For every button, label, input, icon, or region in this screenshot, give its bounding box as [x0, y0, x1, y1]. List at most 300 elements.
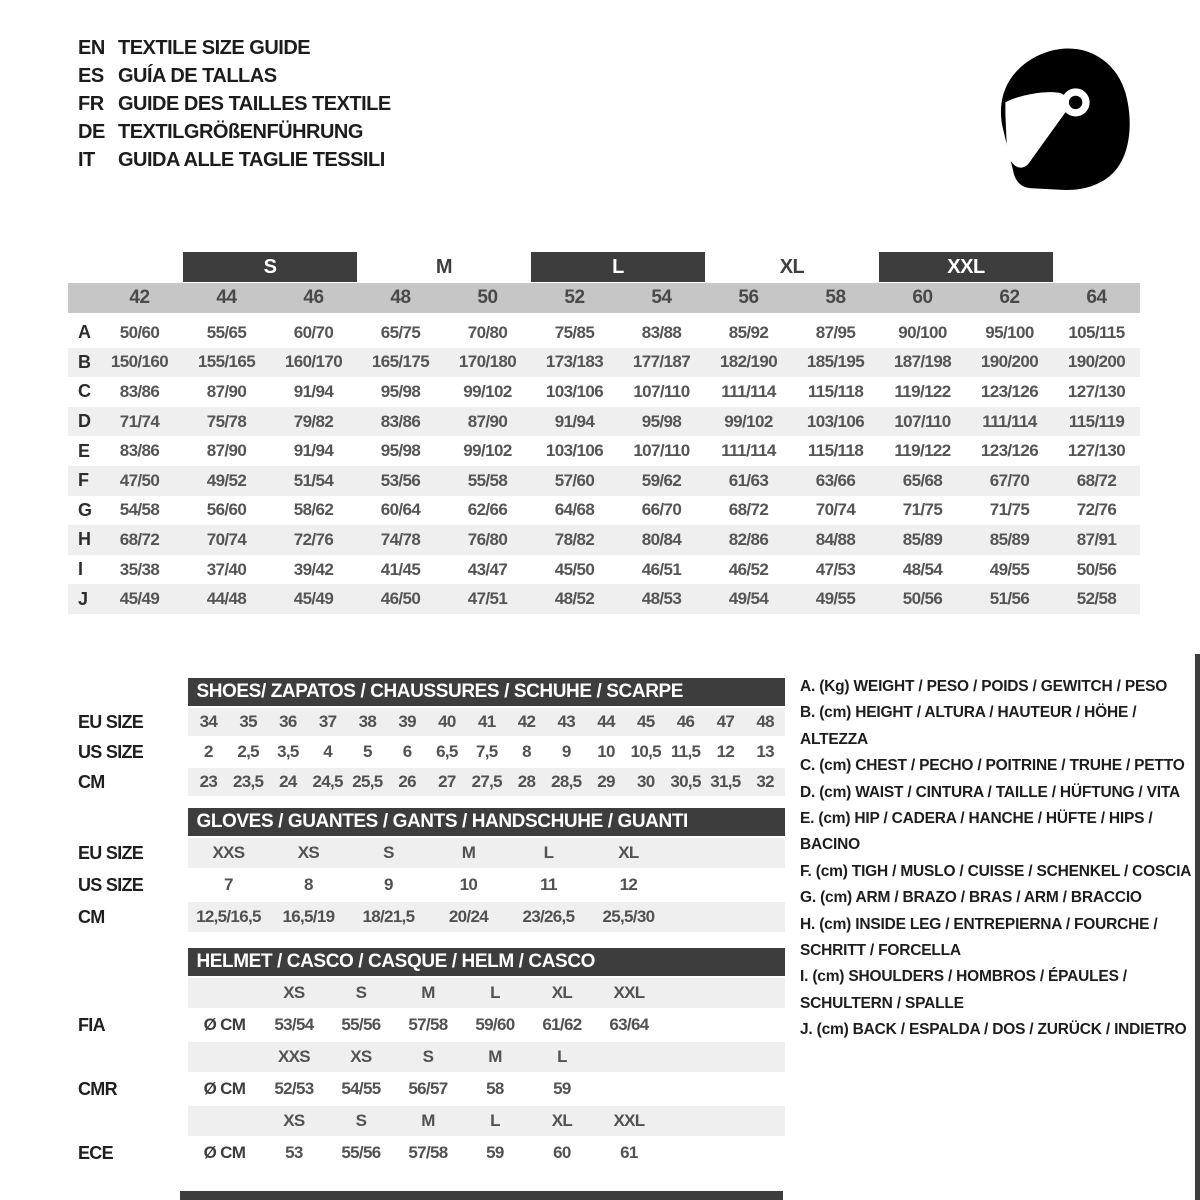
- gloves-cell: 11: [540, 875, 557, 894]
- measurement-cell: 65/68: [902, 470, 943, 490]
- measurement-cell: 50/60: [119, 322, 160, 342]
- size-header-cell: 64: [1086, 287, 1107, 308]
- legend-item: G. (cm) ARM / BRAZO / BRAS / ARM / BRACCIO: [800, 889, 1142, 907]
- shoes-cell: 37: [318, 712, 337, 731]
- row-label: B: [78, 351, 91, 372]
- shoes-row-label: EU SIZE: [78, 711, 144, 732]
- shoes-cell: 6,5: [436, 742, 458, 761]
- measurement-cell: 111/114: [721, 441, 776, 461]
- measurement-cell: 71/75: [902, 500, 943, 520]
- helmet-size-cell: L: [490, 1111, 500, 1130]
- measurement-cell: 72/76: [1076, 500, 1117, 520]
- shoes-cell: 32: [756, 772, 774, 791]
- helmet-value-cell: 61: [620, 1143, 638, 1162]
- measurement-cell: 127/130: [1067, 441, 1126, 461]
- measurement-cell: 119/122: [894, 441, 951, 461]
- measurement-cell: 52/58: [1076, 589, 1117, 609]
- helmet-value-cell: 57/58: [408, 1015, 448, 1034]
- shoes-cell: 48: [756, 712, 774, 731]
- helmet-value-cell: [595, 1074, 662, 1104]
- language-code: IT: [78, 148, 95, 171]
- gloves-cell: 16,5/19: [282, 907, 335, 926]
- measurement-cell: 79/82: [293, 411, 334, 431]
- measurement-row: [68, 348, 1140, 378]
- measurement-cell: 45/49: [293, 589, 334, 609]
- row-label: C: [78, 381, 91, 402]
- helmet-size-cell: [595, 1042, 662, 1072]
- measurement-cell: 49/54: [728, 589, 769, 609]
- measurement-cell: 83/86: [380, 411, 421, 431]
- measurement-cell: 66/70: [641, 500, 682, 520]
- helmet-value-cell: 55/56: [341, 1143, 381, 1162]
- shoes-cell: 46: [676, 712, 695, 731]
- shoes-cell: 27,5: [471, 772, 502, 791]
- measurement-cell: 62/66: [467, 500, 508, 520]
- measurement-cell: 165/175: [371, 352, 430, 372]
- measurement-cell: 76/80: [467, 529, 508, 549]
- helmet-value-cell: 54/55: [341, 1079, 381, 1098]
- helmet-size-cell: M: [421, 983, 435, 1002]
- measurement-cell: 91/94: [293, 441, 334, 461]
- measurement-cell: 49/55: [989, 559, 1030, 579]
- measurement-cell: 173/183: [545, 352, 604, 372]
- measurement-cell: 59/62: [641, 470, 682, 490]
- helmet-value-cell: 59/60: [475, 1015, 515, 1034]
- shoes-cell: 30,5: [670, 772, 701, 791]
- size-header-cell: 52: [564, 287, 585, 308]
- measurement-cell: 57/60: [554, 470, 595, 490]
- measurement-cell: 68/72: [728, 500, 769, 520]
- size-header-cell: 62: [999, 287, 1020, 308]
- legend-item: C. (cm) CHEST / PECHO / POITRINE / TRUHE / PETTO: [800, 757, 1185, 775]
- shoes-cell: 3,5: [277, 742, 299, 761]
- helmet-value-cell: 60: [553, 1143, 571, 1162]
- racing-helmet-icon: [982, 40, 1138, 196]
- measurement-cell: 68/72: [1076, 470, 1117, 490]
- size-header-cell: 56: [738, 287, 759, 308]
- shoes-cell: 24: [279, 772, 297, 791]
- measurement-cell: 105/115: [1068, 322, 1125, 342]
- gloves-cell: XL: [618, 843, 639, 862]
- measurement-cell: 44/48: [206, 589, 247, 609]
- helmet-size-cell: XXL: [613, 1111, 645, 1130]
- size-header-cell: 42: [129, 287, 150, 308]
- shoes-cell: 41: [477, 712, 496, 731]
- diameter-unit-label: Ø CM: [203, 1015, 246, 1034]
- measurement-cell: 123/126: [980, 381, 1039, 401]
- shoes-row-label: CM: [78, 771, 105, 792]
- shoes-cell: 9: [561, 742, 571, 761]
- helmet-size-cell: S: [355, 1111, 367, 1130]
- measurement-cell: 45/49: [119, 589, 160, 609]
- measurement-cell: 85/89: [989, 529, 1030, 549]
- helmet-sizes-row: [68, 1106, 785, 1136]
- measurement-cell: 37/40: [206, 559, 247, 579]
- measurement-cell: 99/102: [463, 381, 512, 401]
- diameter-unit-label: Ø CM: [203, 1143, 246, 1162]
- measurement-cell: 99/102: [724, 411, 773, 431]
- measurement-cell: 46/52: [728, 559, 769, 579]
- measurement-cell: 90/100: [898, 322, 947, 342]
- shoes-cell: 30: [637, 772, 655, 791]
- measurement-cell: 82/86: [728, 529, 769, 549]
- helmet-size-cell: L: [490, 983, 500, 1002]
- measurement-cell: 65/75: [380, 322, 421, 342]
- shoes-cell: 34: [199, 712, 218, 731]
- size-group-xxl: XXL: [879, 252, 1053, 282]
- gloves-cell: M: [461, 843, 476, 862]
- helmet-size-cell: L: [557, 1047, 567, 1066]
- measurement-cell: 48/53: [641, 589, 682, 609]
- shoes-cell: 27: [438, 772, 456, 791]
- size-group-xl: XL: [779, 255, 805, 278]
- shoes-cell: 47: [716, 712, 735, 731]
- legend-item: B. (cm) HEIGHT / ALTURA / HAUTEUR / HÖHE / ALTEZZA: [800, 704, 1137, 748]
- language-code: ES: [78, 64, 104, 87]
- helmet-value-cell: 63/64: [609, 1015, 649, 1034]
- gloves-cell: 7: [224, 875, 233, 894]
- measurement-row: [68, 584, 1140, 614]
- measurement-cell: 70/80: [467, 322, 508, 342]
- measurement-cell: 43/47: [467, 559, 508, 579]
- size-header-cell: 58: [825, 287, 846, 308]
- measurement-row: [68, 407, 1140, 437]
- shoes-cell: 26: [398, 772, 416, 791]
- measurement-cell: 91/94: [554, 411, 595, 431]
- measurement-cell: 70/74: [206, 529, 247, 549]
- helmet-value-cell: 53: [285, 1143, 303, 1162]
- gloves-section: [68, 808, 785, 932]
- language-code: DE: [78, 120, 105, 143]
- legend-item: F. (cm) TIGH / MUSLO / CUISSE / SCHENKEL / COSCIA: [800, 862, 1192, 880]
- helmet-size-cell: XL: [551, 983, 573, 1002]
- legend-item: I. (cm) SHOULDERS / HOMBROS / ÉPAULES / SCHULTERN / SPALLE: [800, 968, 1127, 1012]
- helmet-size-cell: XS: [283, 983, 305, 1002]
- gloves-cell: 18/21,5: [362, 907, 415, 926]
- measurement-cell: 75/78: [206, 411, 247, 431]
- helmet-section: [68, 948, 785, 1168]
- guide-title: GUIDA ALLE TAGLIE TESSILI: [118, 148, 385, 171]
- gloves-row-label: EU SIZE: [78, 842, 144, 863]
- shoes-cell: 42: [517, 712, 536, 731]
- measurement-cell: 67/70: [989, 470, 1030, 490]
- size-group-header-row: [68, 252, 1140, 282]
- measurement-cell: 56/60: [206, 500, 247, 520]
- size-header-cell: 48: [390, 287, 411, 308]
- gloves-cell: 12,5/16,5: [196, 907, 261, 926]
- textile-size-table: [68, 252, 1140, 614]
- numeric-size-row: [68, 283, 1140, 313]
- row-label: D: [78, 411, 91, 432]
- measurement-cell: 84/88: [815, 529, 856, 549]
- gloves-cell: 23/26,5: [522, 907, 575, 926]
- helmet-values-row: [68, 1010, 785, 1040]
- measurement-cell: 185/195: [806, 352, 865, 372]
- gloves-row-label: CM: [78, 906, 105, 927]
- measurement-cell: 41/45: [380, 559, 421, 579]
- measurement-cell: 64/68: [554, 500, 595, 520]
- row-label: I: [78, 559, 84, 580]
- size-header-cell: 44: [216, 287, 237, 308]
- guide-title: GUÍA DE TALLAS: [118, 64, 277, 87]
- gloves-cell: 12: [619, 875, 638, 894]
- measurement-row: [68, 466, 1140, 496]
- measurement-cell: 103/106: [545, 381, 604, 401]
- measurement-cell: 177/187: [632, 352, 691, 372]
- helmet-sizes-row: [68, 1042, 785, 1072]
- measurement-cell: 95/98: [380, 441, 421, 461]
- shoes-row: [68, 708, 785, 736]
- helmet-size-cell: XXL: [613, 983, 645, 1002]
- helmet-size-cell: M: [421, 1111, 435, 1130]
- measurement-row: [68, 555, 1140, 585]
- measurement-cell: 50/56: [1076, 559, 1117, 579]
- measurement-cell: 87/95: [815, 322, 856, 342]
- measurement-cell: 55/65: [206, 322, 247, 342]
- gloves-cell: L: [543, 843, 554, 862]
- language-row: [78, 118, 391, 146]
- shoes-cell: 23,5: [232, 772, 264, 791]
- language-row: [78, 90, 391, 118]
- shoes-section: [68, 678, 785, 796]
- row-label: H: [78, 529, 91, 550]
- shoes-cell: 28: [517, 772, 536, 791]
- legend-item: D. (cm) WAIST / CINTURA / TAILLE / HÜFTUNG / VITA: [800, 783, 1180, 801]
- helmet-values-row: [68, 1138, 785, 1168]
- measurement-cell: 107/110: [894, 411, 951, 431]
- measurement-cell: 74/78: [380, 529, 421, 549]
- gloves-cell: 25,5/30: [602, 907, 655, 926]
- row-label: F: [78, 470, 89, 491]
- shoes-cell: 5: [363, 742, 372, 761]
- helmet-size-cell: XS: [350, 1047, 372, 1066]
- measurement-cell: 54/58: [119, 500, 160, 520]
- measurement-cell: 35/38: [119, 559, 160, 579]
- measurement-cell: 107/110: [633, 441, 690, 461]
- measurement-row: [68, 436, 1140, 466]
- shoes-row-label: US SIZE: [78, 741, 144, 762]
- measurement-cell: 87/90: [206, 381, 247, 401]
- shoes-cell: 44: [597, 712, 615, 731]
- helmet-value-cell: 59: [553, 1079, 571, 1098]
- size-header-cell: 60: [912, 287, 933, 308]
- measurement-cell: 95/98: [380, 381, 421, 401]
- legend-item: E. (cm) HIP / CADERA / HANCHE / HÜFTE / HIPS / BACINO: [800, 810, 1153, 854]
- measurement-cell: 58/62: [293, 500, 334, 520]
- measurement-row: [68, 318, 1140, 348]
- measurement-cell: 85/92: [728, 322, 769, 342]
- helmet-value-cell: 59: [486, 1143, 504, 1162]
- helmet-standard-label: FIA: [78, 1014, 105, 1035]
- measurement-cell: 83/86: [119, 441, 160, 461]
- measurement-cell: 46/50: [380, 589, 421, 609]
- measurement-cell: 61/63: [728, 470, 769, 490]
- measurement-cell: 115/119: [1068, 411, 1125, 431]
- shoes-cell: 10,5: [630, 742, 661, 761]
- measurement-cell: 103/106: [806, 411, 865, 431]
- row-label: E: [78, 440, 91, 461]
- measurement-cell: 70/74: [815, 500, 856, 520]
- measurement-cell: 47/51: [467, 589, 508, 609]
- measurement-cell: 68/72: [119, 529, 160, 549]
- measurement-cell: 123/126: [980, 441, 1039, 461]
- measurement-cell: 99/102: [463, 441, 512, 461]
- measurement-cell: 115/118: [807, 381, 864, 401]
- measurement-cell: 87/90: [467, 411, 508, 431]
- legend-item: J. (cm) BACK / ESPALDA / DOS / ZURÜCK / INDIETRO: [800, 1021, 1187, 1039]
- helmet-sizes-row: [68, 978, 785, 1008]
- measurement-cell: 111/114: [982, 411, 1037, 431]
- shoes-cell: 45: [637, 712, 655, 731]
- gloves-cell: 9: [384, 875, 393, 894]
- shoes-cell: 2,5: [237, 742, 259, 761]
- shoes-cell: 39: [398, 712, 416, 731]
- measurement-cell: 85/89: [902, 529, 943, 549]
- gloves-row-label: US SIZE: [78, 874, 144, 895]
- size-header-cell: 46: [303, 287, 324, 308]
- shoes-cell: 2: [203, 742, 213, 761]
- measurement-cell: 47/53: [815, 559, 856, 579]
- helmet-value-cell: 52/53: [274, 1079, 314, 1098]
- measurement-cell: 87/90: [206, 441, 247, 461]
- shoes-cell: 29: [597, 772, 615, 791]
- gloves-cell: XS: [297, 843, 320, 862]
- measurement-cell: 50/56: [902, 589, 943, 609]
- gloves-row: [68, 902, 785, 932]
- measurement-cell: 63/66: [815, 470, 856, 490]
- measurement-cell: 190/200: [1067, 352, 1126, 372]
- measurement-cell: 160/170: [284, 352, 343, 372]
- guide-title: TEXTILGRÖßENFÜHRUNG: [118, 120, 363, 143]
- shoes-cell: 43: [557, 712, 575, 731]
- measurement-legend: [800, 674, 1198, 1044]
- row-label: A: [78, 322, 91, 343]
- helmet-standard-label: ECE: [78, 1142, 113, 1163]
- shoes-cell: 31,5: [710, 772, 741, 791]
- measurement-cell: 127/130: [1067, 381, 1126, 401]
- measurement-row: [68, 377, 1140, 407]
- gloves-section-header: GLOVES / GUANTES / GANTS / HANDSCHUHE / GUANTI: [188, 808, 785, 836]
- right-edge-line: [1195, 654, 1200, 1200]
- measurement-cell: 48/52: [554, 589, 595, 609]
- helmet-value-cell: 57/58: [408, 1143, 448, 1162]
- legend-item: A. (Kg) WEIGHT / PESO / POIDS / GEWITCH / PESO: [800, 678, 1168, 695]
- gloves-cell: XXS: [212, 843, 245, 862]
- measurement-cell: 39/42: [293, 559, 334, 579]
- measurement-cell: 46/51: [641, 559, 682, 579]
- legend-item: H. (cm) INSIDE LEG / ENTREPIERNA / FOURCHE / SCHRITT / FORCELLA: [800, 915, 1158, 960]
- shoes-cell: 36: [279, 712, 297, 731]
- shoes-cell: 25,5: [352, 772, 383, 791]
- helmet-value-cell: 56/57: [408, 1079, 448, 1098]
- gloves-cell: 20/24: [448, 907, 488, 926]
- shoes-cell: 38: [358, 712, 377, 731]
- shoes-cell: 24,5: [312, 772, 343, 791]
- helmet-value-cell: 55/56: [341, 1015, 381, 1034]
- language-row: [78, 34, 391, 62]
- measurement-cell: 53/56: [380, 470, 421, 490]
- measurement-cell: 49/52: [206, 470, 247, 490]
- measurement-cell: 71/75: [989, 500, 1030, 520]
- gloves-cell: 8: [304, 875, 313, 894]
- shoes-row: [68, 768, 785, 796]
- measurement-cell: 150/160: [110, 352, 169, 372]
- shoes-section-header: SHOES/ ZAPATOS / CHAUSSURES / SCHUHE / SCARPE: [188, 678, 785, 706]
- measurement-cell: 115/118: [807, 441, 864, 461]
- measurement-cell: 47/50: [119, 470, 160, 490]
- gloves-cell: 10: [459, 875, 478, 894]
- helmet-section-header: HELMET / CASCO / CASQUE / HELM / CASCO: [188, 948, 785, 976]
- shoes-cell: 23: [199, 772, 218, 791]
- measurement-row: [68, 496, 1140, 526]
- measurement-cell: 48/54: [902, 559, 943, 579]
- cut-off-section-bar: [180, 1191, 783, 1200]
- helmet-size-cell: S: [355, 983, 367, 1002]
- measurement-cell: 51/56: [989, 589, 1030, 609]
- shoes-cell: 12: [716, 742, 735, 761]
- measurement-cell: 107/110: [633, 381, 690, 401]
- shoes-cell: 28,5: [551, 772, 582, 791]
- size-header-cell: 54: [651, 287, 672, 308]
- measurement-cell: 78/82: [554, 529, 595, 549]
- measurement-cell: 87/91: [1076, 529, 1117, 549]
- helmet-value-cell: 58: [486, 1079, 504, 1098]
- size-group-m: M: [435, 255, 453, 278]
- language-row: [78, 62, 391, 90]
- gloves-cell: S: [383, 843, 394, 862]
- measurement-cell: 72/76: [293, 529, 334, 549]
- measurement-cell: 60/64: [380, 500, 421, 520]
- measurement-cell: 51/54: [293, 470, 334, 490]
- measurement-cell: 182/190: [719, 352, 778, 372]
- measurement-rows: [68, 318, 1140, 614]
- measurement-cell: 75/85: [554, 322, 595, 342]
- diameter-unit-label: Ø CM: [203, 1079, 246, 1098]
- measurement-cell: 103/106: [545, 441, 604, 461]
- shoes-row: [68, 738, 785, 766]
- measurement-cell: 60/70: [293, 322, 334, 342]
- helmet-values-row: [68, 1074, 785, 1104]
- shoes-cell: 4: [323, 742, 332, 761]
- measurement-cell: 155/165: [197, 352, 256, 372]
- measurement-cell: 119/122: [894, 381, 951, 401]
- shoes-cell: 40: [438, 712, 456, 731]
- language-title-list: [78, 34, 391, 174]
- helmet-size-cell: XS: [283, 1111, 305, 1130]
- shoes-cell: 7,5: [475, 742, 498, 761]
- measurement-cell: 83/86: [119, 381, 160, 401]
- guide-title: GUIDE DES TAILLES TEXTILE: [118, 92, 391, 115]
- helmet-size-cell: XL: [551, 1111, 573, 1130]
- size-group-s: S: [183, 252, 357, 282]
- language-code: FR: [78, 92, 104, 115]
- measurement-cell: 91/94: [293, 381, 334, 401]
- measurement-cell: 190/200: [980, 352, 1039, 372]
- language-code: EN: [78, 36, 105, 59]
- gloves-row: [68, 838, 785, 868]
- language-row: [78, 146, 391, 174]
- gloves-row: [68, 870, 785, 900]
- shoes-cell: 10: [597, 742, 615, 761]
- row-label: G: [78, 499, 93, 520]
- shoes-cell: 8: [522, 742, 531, 761]
- measurement-cell: 187/198: [893, 352, 952, 372]
- size-group-l: L: [531, 252, 705, 282]
- measurement-cell: 95/100: [985, 322, 1034, 342]
- helmet-value-cell: 53/54: [274, 1015, 314, 1034]
- measurement-cell: 170/180: [458, 352, 517, 372]
- helmet-value-cell: 61/62: [542, 1015, 582, 1034]
